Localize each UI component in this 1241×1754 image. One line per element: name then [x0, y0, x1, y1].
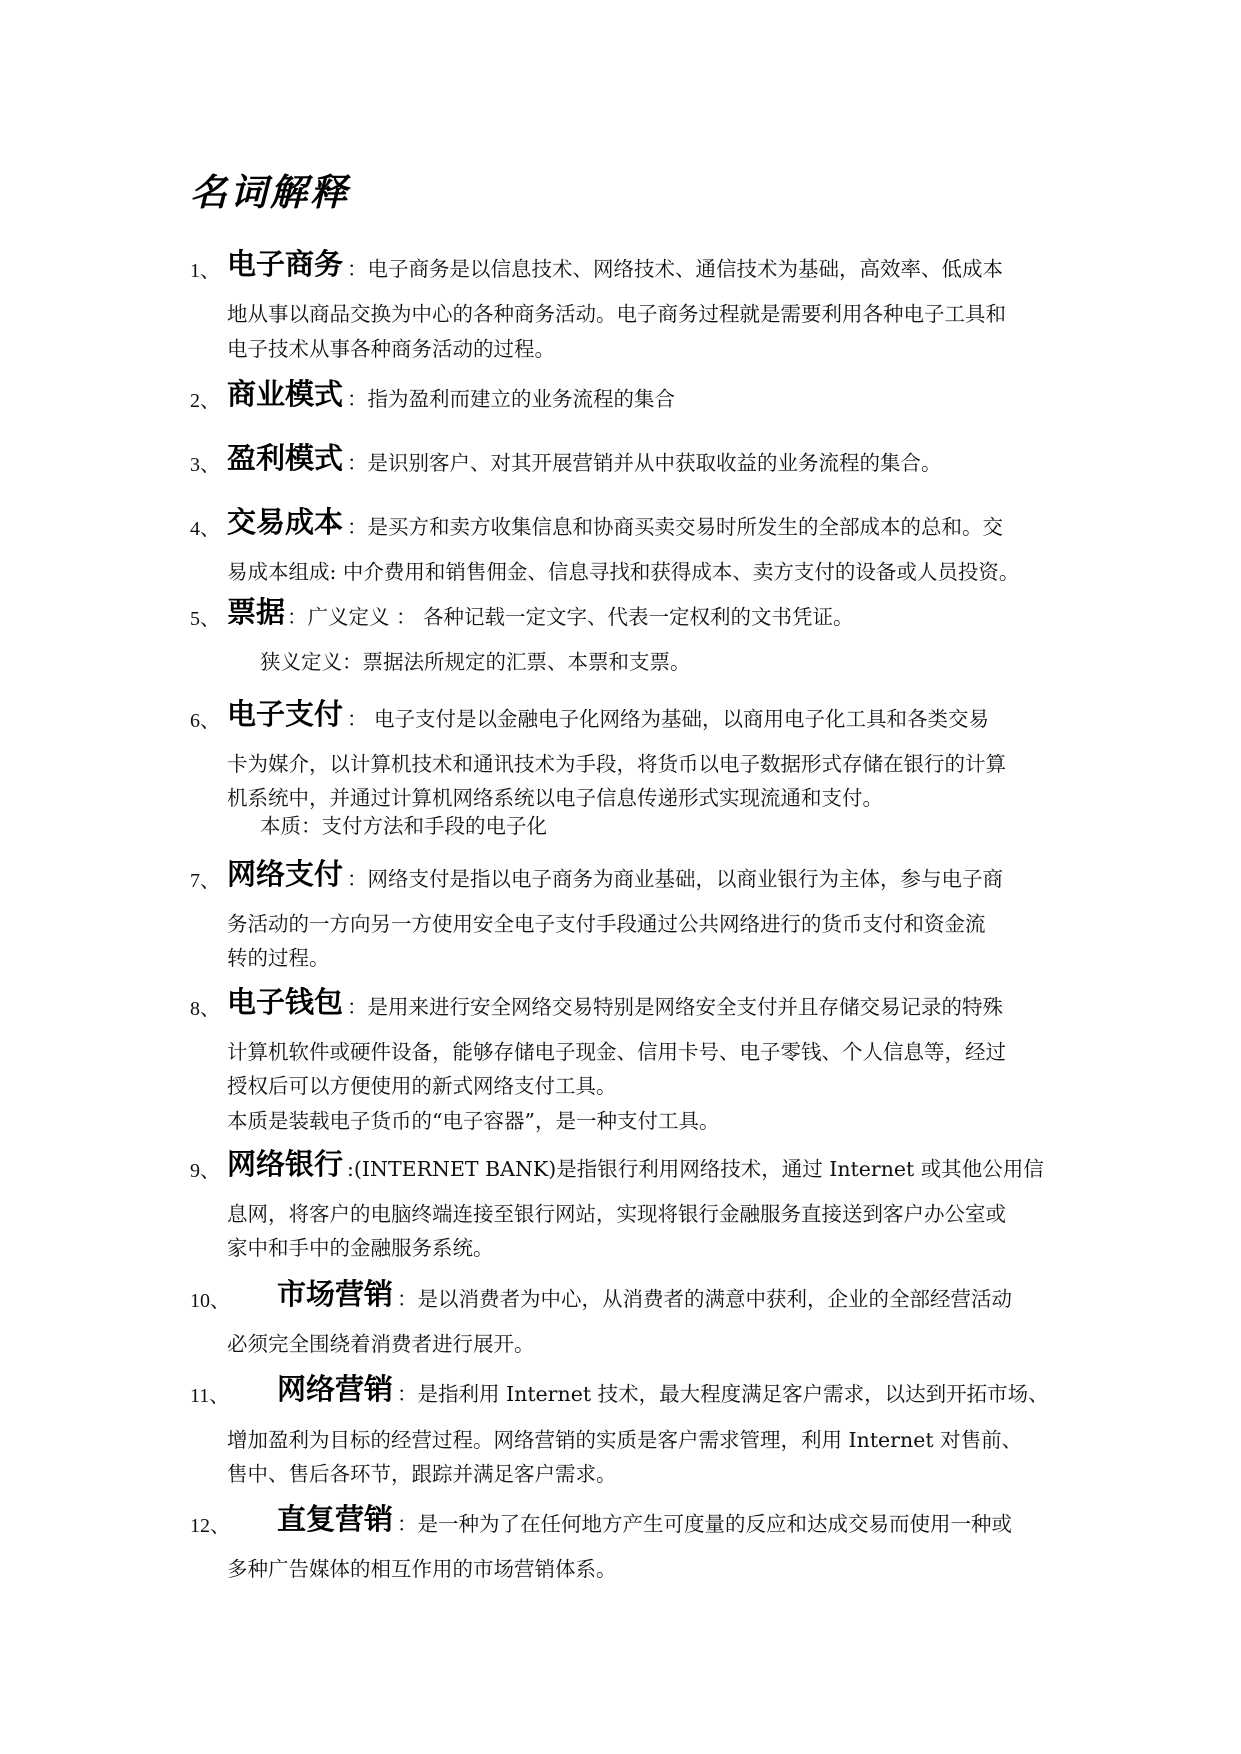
entry-continuation-line: 易成本组成: 中介费用和销售佣金、信息寻找和获得成本、卖方支付的设备或人员投资。	[227, 560, 1020, 584]
entry-term: 电子钱包	[227, 985, 344, 1019]
entry-number: 7、	[190, 870, 220, 892]
entry-continuation-line: 增加盈利为目标的经营过程。网络营销的实质是客户需求管理，利用 Internet 对售前、	[227, 1428, 1023, 1452]
entry-continuation-line: 务活动的一方向另一方使用安全电子支付手段通过公共网络进行的货币支付和资金流	[227, 912, 986, 936]
entry-definition: ：是识别客户、对其开展营销并从中获取收益的业务流程的集合。	[347, 451, 942, 475]
entry-term: 网络营销	[277, 1372, 394, 1406]
entry-number: 12、	[190, 1515, 230, 1537]
entry-definition: ： 电子支付是以金融电子化网络为基础，以商用电子化工具和各类交易	[347, 707, 990, 731]
entry-number: 8、	[190, 998, 220, 1020]
entry-continuation-line: 售中、售后各环节，跟踪并满足客户需求。	[227, 1462, 617, 1486]
entry-number: 3、	[190, 454, 220, 476]
entry-definition: ：是用来进行安全网络交易特别是网络安全支付并且存储交易记录的特殊	[347, 995, 1003, 1019]
entry-term: 盈利模式	[227, 441, 344, 475]
entry-term: 电子支付	[227, 697, 344, 731]
entry-definition: ：是指利用 Internet 技术，最大程度满足客户需求，以达到开拓市场、	[397, 1382, 1049, 1406]
entry-number: 5、	[190, 608, 220, 630]
entry-term: 商业模式	[227, 377, 344, 411]
entry-definition: ：指为盈利而建立的业务流程的集合	[347, 387, 675, 411]
entry-number: 6、	[190, 710, 220, 732]
entry-continuation-line: 地从事以商品交换为中心的各种商务活动。电子商务过程就是需要利用各种电子工具和	[227, 302, 1006, 326]
entry-number: 1、	[190, 260, 220, 282]
entry-term: 市场营销	[277, 1277, 394, 1311]
entry-continuation-line: 电子技术从事各种商务活动的过程。	[227, 337, 555, 361]
entry-continuation-line: 必须完全围绕着消费者进行展开。	[227, 1332, 535, 1356]
entry-continuation-line: 本质是装载电子货币的“电子容器”，是一种支付工具。	[227, 1109, 720, 1133]
entry-note-line: 狭义定义：票据法所规定的汇票、本票和支票。	[260, 650, 691, 674]
entry-continuation-line: 授权后可以方便使用的新式网络支付工具。	[227, 1074, 617, 1098]
entry-number: 11、	[190, 1385, 230, 1407]
entry-term: 直复营销	[277, 1502, 394, 1536]
entry-continuation-line: 多种广告媒体的相互作用的市场营销体系。	[227, 1557, 617, 1581]
entry-definition: ：电子商务是以信息技术、网络技术、通信技术为基础，高效率、低成本	[347, 257, 1003, 281]
entry-number: 4、	[190, 518, 220, 540]
page-title: 名词解释	[190, 171, 350, 214]
entry-definition: ：是买方和卖方收集信息和协商买卖交易时所发生的全部成本的总和。交	[347, 515, 1003, 539]
entry-continuation-line: 转的过程。	[227, 946, 330, 970]
entry-continuation-line: 卡为媒介，以计算机技术和通讯技术为手段，将货币以电子数据形式存储在银行的计算	[227, 752, 1006, 776]
entry-number: 10、	[190, 1290, 230, 1312]
entry-term: 电子商务	[227, 247, 344, 281]
entry-number: 2、	[190, 390, 220, 412]
entry-term: 网络支付	[227, 857, 344, 891]
entry-term: 交易成本	[227, 505, 344, 539]
entry-definition: ：网络支付是指以电子商务为商业基础，以商业银行为主体，参与电子商	[347, 867, 1003, 891]
entry-definition: :(INTERNET BANK)是指银行利用网络技术，通过 Internet 或其他公用信	[347, 1157, 1044, 1181]
entry-definition: ：是一种为了在任何地方产生可度量的反应和达成交易而使用一种或	[397, 1512, 1012, 1536]
entry-continuation-line: 家中和手中的金融服务系统。	[227, 1236, 494, 1260]
entry-definition: ：是以消费者为中心，从消费者的满意中获利，企业的全部经营活动	[397, 1287, 1012, 1311]
entry-number: 9、	[190, 1160, 220, 1182]
entry-term: 票据	[227, 595, 286, 629]
entry-continuation-line: 机系统中，并通过计算机网络系统以电子信息传递形式实现流通和支付。	[227, 786, 883, 810]
entry-definition: ：广义定义 ： 各种记载一定文字、代表一定权利的文书凭证。	[287, 605, 854, 629]
entry-note-line: 本质：支付方法和手段的电子化	[260, 814, 547, 838]
entry-term: 网络银行	[227, 1147, 344, 1181]
entry-continuation-line: 计算机软件或硬件设备，能够存储电子现金、信用卡号、电子零钱、个人信息等，经过	[227, 1040, 1006, 1064]
entry-continuation-line: 息网，将客户的电脑终端连接至银行网站，实现将银行金融服务直接送到客户办公室或	[227, 1202, 1006, 1226]
